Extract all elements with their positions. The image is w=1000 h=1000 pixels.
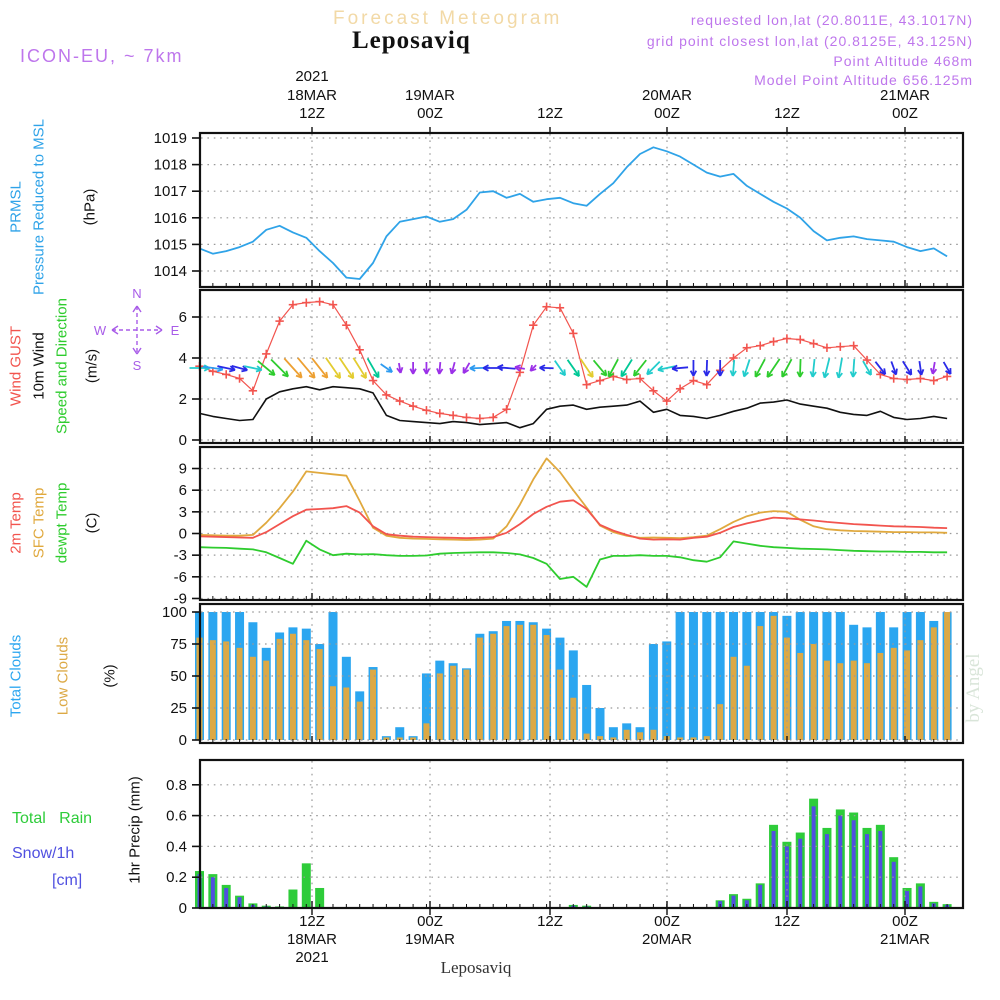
ytick-label: 3 xyxy=(178,503,187,521)
time-label-top-3-2: 00Z xyxy=(654,105,680,122)
watermark: by Angel xyxy=(963,653,984,723)
station-title: Leposaviq xyxy=(352,27,471,54)
wind-gust-legend: Wind GUST xyxy=(7,325,25,407)
requested-lonlat: requested lon,lat (20.8011E, 43.1017N) xyxy=(690,12,973,28)
ytick-label: 0 xyxy=(178,525,187,543)
model-label: ICON-EU, ~ 7km xyxy=(20,46,184,66)
footer-station: Leposaviq xyxy=(440,958,512,977)
compass-letter: W xyxy=(93,323,107,338)
ytick-label: 0 xyxy=(178,732,187,749)
ytick-label: 1017 xyxy=(153,183,187,201)
time-label-top-1-2: 00Z xyxy=(417,105,443,122)
time-label-bottom-1-1: 19MAR xyxy=(404,931,456,948)
ytick-label: 75 xyxy=(170,636,187,653)
rain-legend: Total Rain xyxy=(12,810,93,827)
ytick-label: 25 xyxy=(170,700,187,717)
time-label-bottom-5-0: 00Z xyxy=(892,913,918,930)
time-label-top-0-0: 2021 xyxy=(295,68,329,85)
compass-letter: N xyxy=(132,286,142,301)
model-point-altitude: Model Point Altitude 656.125m xyxy=(754,72,973,88)
ytick-label: 0.4 xyxy=(166,838,187,856)
ytick-label: 1016 xyxy=(153,209,187,227)
ytick-label: 6 xyxy=(178,309,187,326)
time-label-bottom-0-0: 12Z xyxy=(299,913,325,930)
time-label-bottom-2-0: 12Z xyxy=(537,913,563,930)
pressure-legend-prmsl: PRMSL xyxy=(7,181,25,233)
gridpoint-lonlat: grid point closest lon,lat (20.8125E, 43.125N) xyxy=(646,33,973,49)
time-label-top-3-1: 20MAR xyxy=(641,87,693,104)
wind-unit: (m/s) xyxy=(83,348,101,384)
time-label-bottom-0-1: 18MAR xyxy=(286,931,338,948)
low-clouds-legend: Low Clouds xyxy=(54,636,72,716)
time-label-bottom-0-2: 2021 xyxy=(295,949,329,966)
time-label-top-1-1: 19MAR xyxy=(404,87,456,104)
compass-letter: E xyxy=(170,323,180,338)
ytick-label: -6 xyxy=(173,568,187,586)
ytick-label: 0.8 xyxy=(166,776,187,794)
wind-10m-legend: 10m Wind xyxy=(30,332,48,400)
pressure-legend-long: Pressure Reduced to MSL xyxy=(30,119,48,295)
ytick-label: 1018 xyxy=(153,156,187,174)
time-label-bottom-3-1: 20MAR xyxy=(641,931,693,948)
ytick-label: 1015 xyxy=(153,236,187,254)
total-clouds-legend: Total Clouds xyxy=(7,634,25,718)
time-label-top-2-2: 12Z xyxy=(537,105,563,122)
time-label-top-0-1: 18MAR xyxy=(286,87,338,104)
precip-unit: 1hr Precip (mm) xyxy=(126,776,144,884)
temp-sfc-legend: SFC Temp xyxy=(30,487,48,559)
snow-legend: Snow/1h xyxy=(12,845,75,862)
time-label-top-4-2: 12Z xyxy=(774,105,800,122)
ytick-label: 9 xyxy=(178,460,187,478)
panel-frames xyxy=(154,127,963,917)
ytick-label: 1019 xyxy=(153,130,187,147)
wind-compass-icon xyxy=(94,286,180,373)
clouds-unit: (%) xyxy=(101,664,119,688)
gridlines xyxy=(201,134,962,907)
ytick-label: 0.2 xyxy=(166,869,187,887)
wind-direction-arrows xyxy=(190,358,951,379)
time-label-bottom-5-1: 21MAR xyxy=(879,931,931,948)
time-label-bottom-1-0: 00Z xyxy=(417,913,443,930)
time-label-top-0-2: 12Z xyxy=(299,105,325,122)
temp-unit: (C) xyxy=(83,512,101,534)
ytick-label: 0.6 xyxy=(166,807,187,825)
pressure-unit: (hPa) xyxy=(81,188,99,226)
wind-gust-markers xyxy=(195,297,951,422)
ytick-label: 0 xyxy=(178,900,187,917)
ytick-label: 2 xyxy=(178,391,187,408)
ytick-label: 100 xyxy=(161,604,187,621)
snow-unit-cm: [cm] xyxy=(52,872,83,889)
wind-speed-dir-legend: Speed and Direction xyxy=(53,298,71,434)
point-altitude: Point Altitude 468m xyxy=(833,53,973,69)
ytick-label: -3 xyxy=(173,547,187,565)
ytick-label: 1014 xyxy=(153,263,187,280)
ytick-label: 6 xyxy=(178,482,187,500)
time-label-top-5-1: 21MAR xyxy=(879,87,931,104)
ytick-label: 4 xyxy=(178,350,187,367)
temp-2m-legend: 2m Temp xyxy=(7,492,25,554)
page-title: Forecast Meteogram xyxy=(333,8,563,29)
time-label-bottom-3-0: 00Z xyxy=(654,913,680,930)
ytick-label: 0 xyxy=(178,432,187,449)
ytick-label: -9 xyxy=(173,590,187,608)
ytick-label: 50 xyxy=(170,668,187,685)
temp-dewpt-legend: dewpt Temp xyxy=(53,482,71,564)
compass-letter: S xyxy=(132,358,142,373)
time-label-bottom-4-0: 12Z xyxy=(774,913,800,930)
time-label-top-5-2: 00Z xyxy=(892,105,918,122)
